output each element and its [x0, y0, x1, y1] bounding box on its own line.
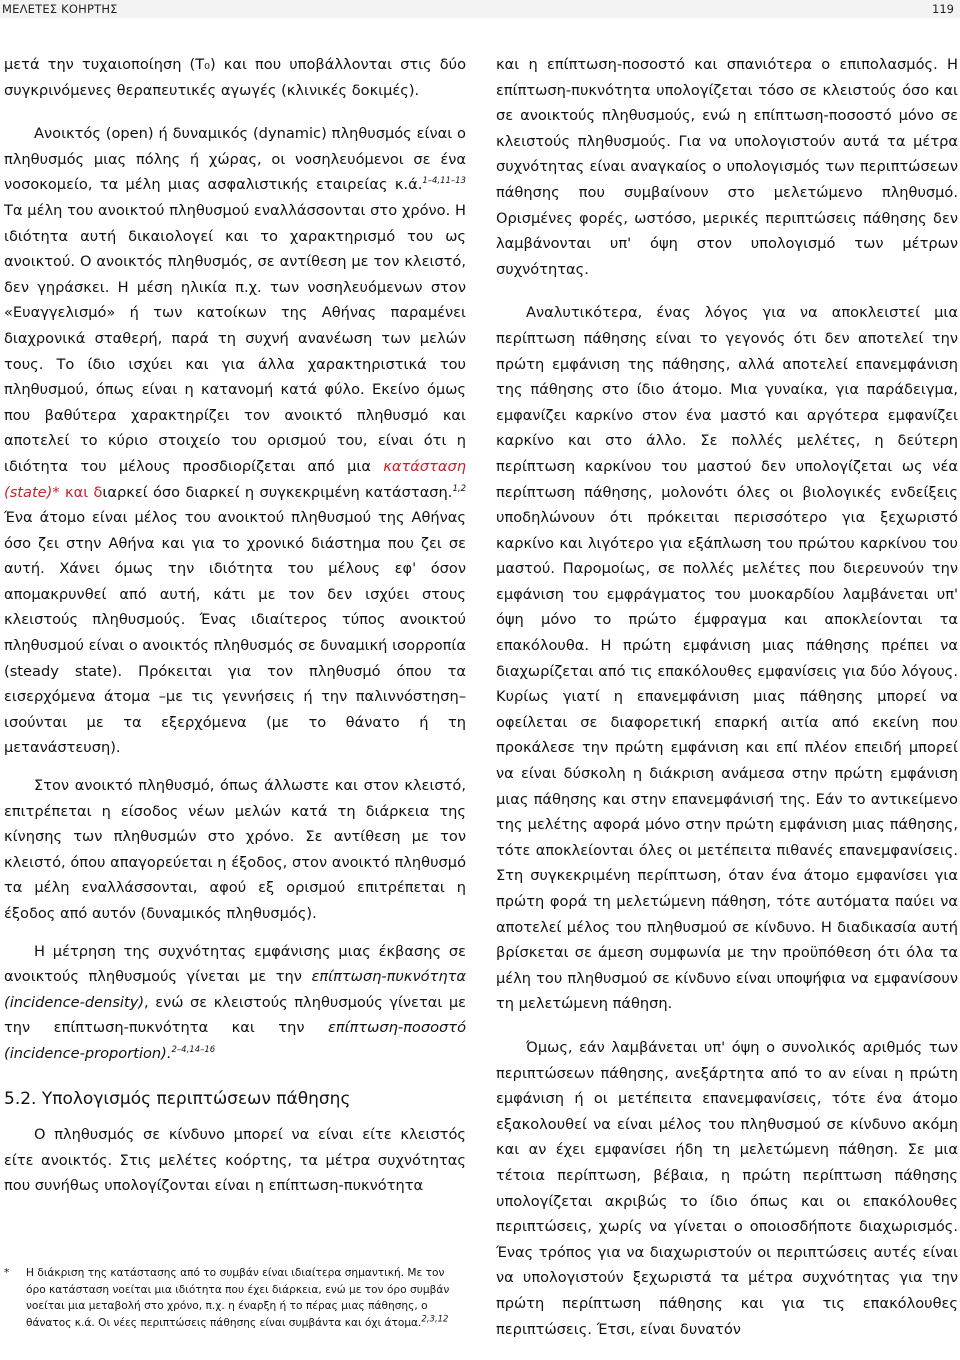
citation-ref: 2,3,12: [421, 1313, 449, 1324]
footnote-mark: *: [4, 1267, 10, 1279]
page-number: 119: [932, 2, 954, 16]
state-term: κατάσταση (state)*: [4, 457, 466, 501]
paragraph-total-cases: Όμως, εάν λαμβάνεται υπ' όψη ο συνολικός αριθμός των περιπτώσεων πάθησης, ανεξάρτητα από το αν είναι η πρώτη εμφάνιση ή οι μετέπειτα επανεμφανίσεις, τότε ένα άτομο εξακολουθεί να είναι μέλος του πληθυσμού σε κίνδυνο ακόμη και αν έχει εμφανίσει ήδη τη μελετώμενη πάθηση. Σε μια τέτοια περίπτωση, βέβαια, η πρώτη περίπτωση πάθησης υπολογίζεται ακριβώς το ίδιο όπως και οι επακόλουθες περιπτώσεις, χωρίς να γίνεται ο οποιοσδήποτε διαχωρισμός. Ένας τρόπος για να διαχωριστούν οι περιπτώσεις αυτές είναι να υπολογιστούν ξεχωριστά τα μέτρα συχνότητας για την πρώτη περίπτωση πάθησης και για τις επακόλουθες περιπτώσεις. Έτσι, είναι δυνατόν: [496, 1038, 958, 1338]
paragraph-measures: και η επίπτωση-ποσοστό και σπανιότερα ο επιπολασμός. Η επίπτωση-πυκνότητα υπολογίζεται τόσο σε κλειστούς όσο και σε ανοικτούς πληθυσμούς, ενώ η επίπτωση-ποσοστό μόνο σε κλειστούς πληθυσμούς. Για να υπολογιστούν αυτά τα μέτρα συχνότητας είναι αναγκαίος ο υπολογισμός των περιπτώσεων πάθησης που συμβαίνουν στο μελετώμενο πληθυσμό. Ορισμένες φορές, ωστόσο, μερικές περιπτώσεις πάθησης δεν λαμβάνονται υπ' όψη στον υπολογισμό των μέτρων συχνότητας.: [496, 56, 958, 278]
citation-ref: 2–4,14–16: [171, 1045, 216, 1056]
citation-ref: 1–4,11–13: [422, 176, 466, 187]
citation-ref: 1,2: [452, 483, 466, 494]
footnote-text: Η διάκριση της κατάστασης από το συμβάν είναι ιδιαίτερα σημαντική. Με τον όρο κατάσταση νοείται μια ιδιότητα που έχει διάρκεια, ενώ με τον όρο συμβάν νοείται μια μεταβολή στο χρόνο, π.χ. η έναρξη ή το πέρας μιας πάθησης, ο θάνατος κ.ά. Οι νέες περιπτώσεις πάθησης είναι συμβάντα και όχι άτομα.: [26, 1267, 450, 1329]
paragraph-measurement: Η μέτρηση της συχνότητας εμφάνισης μιας έκβασης σε ανοικτούς πληθυσμούς γίνεται με την επίπτωση-πυκνότητα (incidence-density), ενώ σε κλειστούς πληθυσμούς γίνεται με την επίπτωση-πυκνότητα και την επίπτωση-ποσοστό (incidence-proportion).$^{2-4,14-16}$: [4, 942, 466, 1062]
paragraph-entry-exit: Στον ανοικτό πληθυσμό, όπως άλλωστε και στον κλειστό, επιτρέπεται η είσοδος νέων μελών κατά τη διάρκεια της κίνησης των πληθυσμών στο χρόνο. Σε αντίθεση με τον κλειστό, όπου απαγορεύεται η έξοδος, στον ανοικτό πληθυσμό τα μέλη εναλλάσσονται, αφού εξ ορισμού επιτρέπεται η έξοδος από αυτόν (δυναμικός πληθυσμός).: [4, 777, 466, 922]
footnote: [4, 1265, 466, 1331]
paragraph-population-at-risk: Ο πληθυσμός σε κίνδυνο μπορεί να είναι είτε κλειστός είτε ανοικτός. Στις μελέτες κοόρτης, τα μέτρα συχνότητας που συνήθως υπολογίζονται είναι η επίπτωση-πυκνότητα: [4, 1126, 466, 1195]
section-heading: 5.2. Υπολογισμός περιπτώσεων πάθησης: [4, 1088, 351, 1109]
paragraph-open-population: Ανοικτός (open) ή δυναμικός (dynamic) πληθυσμός είναι ο πληθυσμός μιας πόλης ή χώρας, οι νοσηλευόμενοι σε ένα νοσοκομείο, τα μέλη μιας ασφαλιστικής εταιρείας κ.ά.$^{1-4,11-13}$ Τα μέλη του ανοικτού πληθυσμού εναλλάσσονται στο χρόνο. Η ιδιότητα αυτή δικαιολογεί και το χαρακτηρισμό του ως ανοικτού. Ο ανοικτός πληθυσμός, σε αντίθεση με τον κλειστό, δεν γηράσκει. Η μέση ηλικία π.χ. των νοσηλευόμενων στον «Ευαγγελισμό» ή των κατοίκων της Αθήνας παραμένει διαχρονικά σταθερή, παρά τη συχνή ανανέωση των μελών τους. Το ίδιο ισχύει και για άλλα χαρακτηριστικά του πληθυσμού, όπως είναι η κατανομή κατά φύλο. Εκείνο όμως που βαθύτερα χαρακτηρίζει τον ανοικτό πληθυσμό και αποτελεί το κύριο στοιχείο του ορισμού του, είναι ότι η ιδιότητα του μέλους προσδιορίζεται από μια κατάσταση (state)* και διαρκεί όσο διαρκεί η συγκεκριμένη κατάσταση.$^{1,2}$ Ένα άτομο είναι μέλος του ανοικτού πληθυσμού της Αθήνας όσο ζει στην Αθήνα και για το χρονικό διάστημα που ζει σε αυτή. Χάνει όμως την ιδιότητα του μέλους εφ' όσον απομακρυνθεί από αυτή, κάτι με τον δεν ισχύει στους κλειστούς πληθυσμούς. Ένας ιδιαίτερος τύπος ανοικτού πληθυσμού είναι ο ανοικτός πληθυσμός σε δυναμική ισορροπία (steady state). Πρόκειται για τον πληθυσμό όπου τα εισερχόμενα άτομα –με τις γεννήσεις ή την παλιννόστηση– ισούνται με τα εξερχόμενα (με το θάνατο ή τη μετανάστευση).: [4, 125, 466, 757]
right-column: [496, 52, 958, 1342]
incidence-density-term: επίπτωση-πυκνότητα (incidence-density): [4, 968, 466, 1011]
page-header: [0, 0, 960, 18]
incidence-proportion-term: επίπτωση-ποσοστό (incidence-proportion).: [4, 1019, 466, 1062]
paragraph-continuation: μετά την τυχαιοποίηση (T₀) και που υποβάλλονται στις δύο συγκρινόμενες θεραπευτικές αγωγές (κλινικές δοκιμές).: [4, 56, 466, 99]
left-column: [4, 52, 466, 1199]
paragraph-recurrence: Αναλυτικότερα, ένας λόγος για να αποκλειστεί μια περίπτωση πάθησης είναι το γεγονός ότι δεν αποτελεί την πρώτη εμφάνιση της πάθησης, αλλά αποτελεί επανεμφάνιση της πάθησης στο ίδιο άτομο. Μια γυναίκα, για παράδειγμα, εμφανίζει καρκίνο στον ένα μαστό και αργότερα εμφανίζει καρκίνο και στο άλλο. Σε πολλές μελέτες, η δεύτερη περίπτωση καρκίνου του μαστού δεν υπολογίζεται ως νέα περίπτωση πάθησης, μολονότι όλες οι βιολογικές ενδείξεις υποδηλώνουν ότι πρόκειται περισσότερο για ξεχωριστό καρκίνο και λιγότερο για εξάπλωση του πρώτου καρκίνου του μαστού. Παρομοίως, σε πολλές μελέτες που διερευνούν την εμφάνιση του εμφράγματος του μυοκαρδίου λαμβάνεται υπ' όψη μόνο το πρώτο έμφραγμα και αποκλείονται τα επακόλουθα. Η πρώτη εμφάνιση μιας πάθησης πρέπει να διαχωρίζεται από τις επακόλουθες εμφανίσεις για δύο λόγους. Κυρίως γιατί η επανεμφάνιση μιας πάθησης μπορεί να οφείλεται σε διαφορετική επαρκή αιτία από εκείνη που προκάλεσε την πρώτη εμφάνιση και επί πλέον επειδή μπορεί να είναι δύσκολη η διάκριση ανάμεσα στην πρώτη εμφάνιση μιας πάθησης και στην επανεμφάνισή της. Εάν το αντικείμενο της μελέτης αφορά μόνο στην πρώτη εμφάνιση μιας πάθησης, τότε αποκλείονται όλες οι μετέπειτα πιθανές επανεμφανίσεις. Στη συγκεκριμένη περίπτωση, όταν ένα άτομο εμφανίσει για πρώτη φορά τη μελετώμενη πάθηση, τότε αυτόματα παύει να αποτελεί μέλος του πληθυσμού σε κίνδυνο. Η διαδικασία αυτή βρίσκεται σε άμεση συμφωνία με την προϋπόθεση ότι όλα τα μέλη του πληθυσμού σε κίνδυνο είναι υποψήφια να εμφανίσουν τη μελετώμενη πάθηση.: [496, 304, 958, 1013]
running-head: ΜΕΛΕΤΕΣ ΚΟΗΡΤΗΣ: [2, 2, 118, 16]
